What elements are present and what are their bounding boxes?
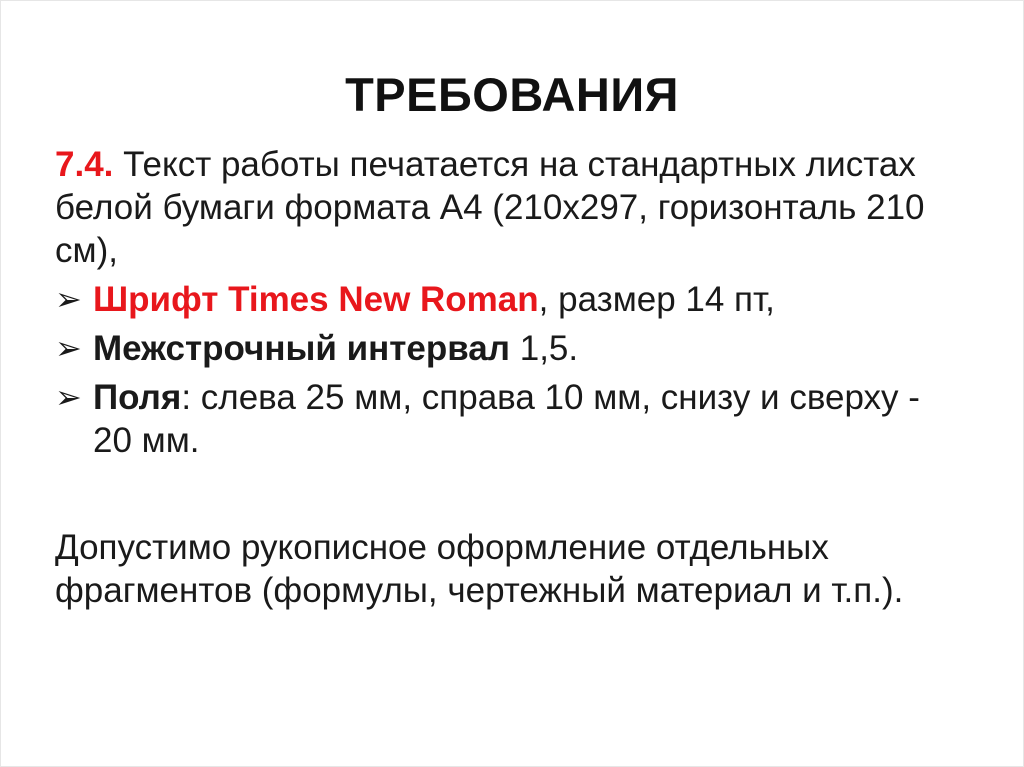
font-highlight: Шрифт Times New Roman	[93, 280, 539, 319]
line-spacing-highlight: Межстрочный интервал	[93, 329, 510, 368]
list-item-line-spacing	[55, 327, 965, 370]
section-number: 7.4.	[55, 145, 114, 184]
font-rest: , размер 14 пт,	[538, 280, 775, 319]
arrow-bullet-icon: ➢	[55, 379, 82, 415]
margins-highlight: Поля	[93, 378, 182, 417]
spacer	[55, 468, 965, 526]
slide-body	[55, 143, 965, 612]
intro-text: Текст работы печатается на стандартных листах белой бумаги формата А4 (210х297, горизонталь 210 см),	[55, 145, 925, 270]
note-paragraph: Допустимо рукописное оформление отдельных фрагментов (формулы, чертежный материал и т.п.).	[55, 528, 904, 610]
slide-title: ТРЕБОВАНИЯ	[345, 68, 679, 121]
margins-rest: : слева 25 мм, справа 10 мм, снизу и сверху - 20 мм.	[93, 378, 920, 460]
list-item-margins	[55, 376, 965, 462]
arrow-bullet-icon: ➢	[55, 281, 82, 317]
intro-paragraph	[55, 143, 965, 272]
requirements-list	[55, 278, 965, 462]
line-spacing-rest: 1,5.	[510, 329, 579, 368]
list-item-font	[55, 278, 965, 321]
arrow-bullet-icon: ➢	[55, 330, 82, 366]
